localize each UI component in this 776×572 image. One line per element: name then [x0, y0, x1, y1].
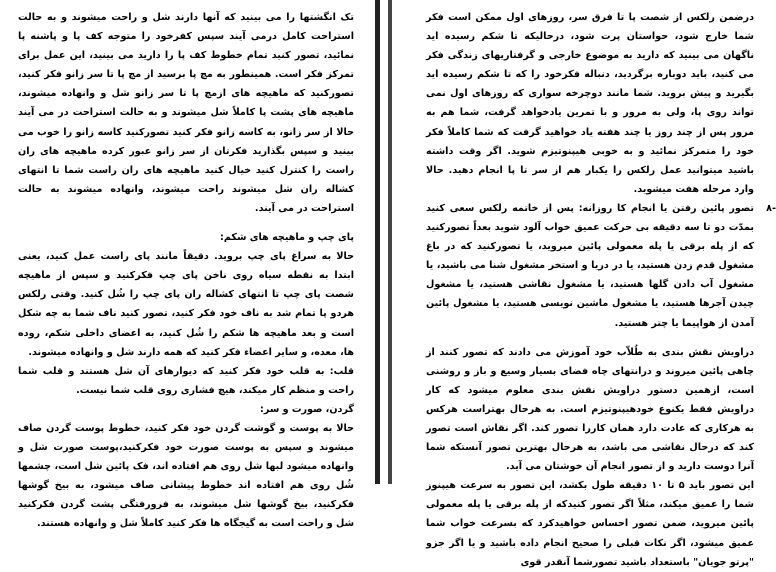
gutter-bar-left	[375, 0, 380, 484]
page-gutter	[372, 0, 396, 484]
right-paragraph-3: دراویش نقش بندی به طُلاّب خود آموزش می دادند که تصور کنند از چاهی پائین میروند و درانتهای چاه فضای بسیار وسیع و باز و روشنی است، ازهمین دستور دراویش نقش بندی معلوم میشود که کار دراویش فقط یکنوع خودهیپنوتیزم است. به هرحال بهتراست هرکس به هرکاری که عادت دارد همان کاررا تصور کند. اگر نقاش است تصور کند که درحال نقاشی می باشد، به هرحال بهترین تصور آنستکه شما آنرا دوست دارید و از تصور انجام آن خوشتان می آید.	[426, 346, 754, 473]
right-page	[396, 0, 776, 568]
left-heading-neck-face-head: گردن، صورت و سر:	[260, 403, 354, 415]
right-paragraph-4: این تصور باید ۵ تا ۱۰ دقیقه طول بکشد، این تصور به سرعت هیپنوز شما را عمیق میکند، مثلاً اگر تصور کنیدکه از پله برقی یا پله معمولی پائین میروید، ضمن تصور احساس خواهیدکرد که بسرعت خواب شما عمیق میشود، اگر نکات قبلی را صحیح انجام داده باشید و یا اگر جزو "پرتو جویان" باستعداد باشید تصورشما آنقدر قوی	[426, 480, 754, 568]
left-heading-legs-abdomen: پای چپ و ماهیچه های شکم:	[220, 232, 354, 244]
right-paragraph-1: درضمن رلکس از شصت پا تا فرق سر، روزهای اول ممکن است فکر شما خارج شود، حواستان پرت شود، درحالیکه تا شکم رسیده اید ناگهان می بینید که دارید به موضوع خارجی و گرفتاریهای زندگی فکر می کنید، باید دوباره برگردید، دنباله فکرخود را که تا شکم رسیده اید بگیرید و پیش بروید. شما مانند دوچرخه سواری که روزهای اول نمی تواند روی پا، ولی به مرور و با تمرین یادخواهد گرفت، شما هم به مرور پس از چند روز یا چند هفته یاد خواهید گرفت که شما کاملاً فکر خود را متمرکز نمائید و به خوبی هیپنوتیزم شوید. اگر وقت داشته باشید میتوانید عمل رلکس را یکبار هم از سر تا پا انجام دهید. حالا وارد مرحله هفت میشوید.	[426, 12, 754, 195]
gutter-bar-right	[388, 0, 392, 484]
left-page	[0, 0, 372, 530]
left-paragraph-1: تک انگشتها را می بینید که آنها دارند شل و راحت میشوند و به حالت استراحت کامل درمی آیند سپس کفرخود را متوجه کف پا و پاشنه پا نمائید، تصور کنید تمام خطوط کف پا را دارید می بینید، این عمل برای تمرکز فکر است. همینطور به مچ پا برسید از مچ پا تا سر زانو فکر کنید، تصورکنید که ماهیچه های ازمچ پا تا سر زانو شل و وانهاده میشوند، ماهیچه های پشت پا کاملاً شل میشوند و به حالت استراحت در می آیند حالا از سر زانو، به کاسه زانو فکر کنید تصورکنید کاسه زانو را خوب می بینید و سپس بگذارید فکرتان از سر زانو عبور کرده ماهیچه های ران راست را کنترل کنید خیال کنید ماهیچه های ران راست شما تا انتهای کشاله ران شل میشوند راحت میشوند، وانهاده میشوند به حالت استراحت در می آیند.	[18, 12, 354, 214]
left-paragraph-3: قلب: به قلب خود فکر کنید که دیوارهای آن شل هستند و قلب شما راحت و منظم کار میکند، هیچ فشاری روی قلب شما نیست.	[18, 365, 354, 396]
left-paragraph-2: حالا به سراغ پای چپ بروید. دقیقاً مانند پای راست عمل کنید، یعنی ابتدا به نقطه سیاه روی ناخن پای چپ فکرکنید و سپس از ماهیچه شصت پای چپ تا انتهای کشاله ران پای چپ را شُل کنید. وقتی رلکس هردو پا تمام شد به ناف خود فکر کنید، تصور کنید ناف شما به چه شکل است و بعد ماهیچه ها شکم را شُل کنید، به اعضای داخلی شکم، روده ها، معده، و سایر اعضاء فکر کنید که همه دارند شل و وانهاده میشوند.	[18, 251, 354, 358]
left-paragraph-4: حالا به پوست و گوشت گردن خود فکر کنید، خطوط پوست گردن صاف میشوند و سپس به پوست صورت خود فکرکنید،پوست صورت شل و وانهاده میشود لبها شل روی هم افتاده اند، فک پائین شل است، چشمها شُل روی هم افتاده اند خطوط پیشانی صاف میشود، به بیخ گوشها فکرکنید، بیخ گوشها شل میشوند، به فرورفتگی پشت گردن فکرکنید شل و راحت است به گیجگاه ها فکر کنید کاملاً شل و وانهاده هستند.	[18, 422, 354, 530]
right-paragraph-2: تصور پائین رفتن یا انجام کا روزانه: پس از خاتمه رلکس سعی کنید بمدّت دو تا سه دقیقه بی حرکت عمیق خواب آلود شوید بعداً تصورکنید که از پله برقی یا پله معمولی پائین میروید، یا تصورکنید که در باغ مشغول قدم زدن هستید، یا در دریا و استخر مشغول شنا می باشید، یا مشغول آب دادن گلها هستید، یا مشغول نقاشی هستید، یا مشغول چیدن آجرها هستید، یا مشغول ماشین نویسی هستید، یا مشغول پائین آمدن از هواپیما یا چتر هستید.	[426, 202, 754, 329]
item-number: ۸-	[766, 202, 776, 214]
